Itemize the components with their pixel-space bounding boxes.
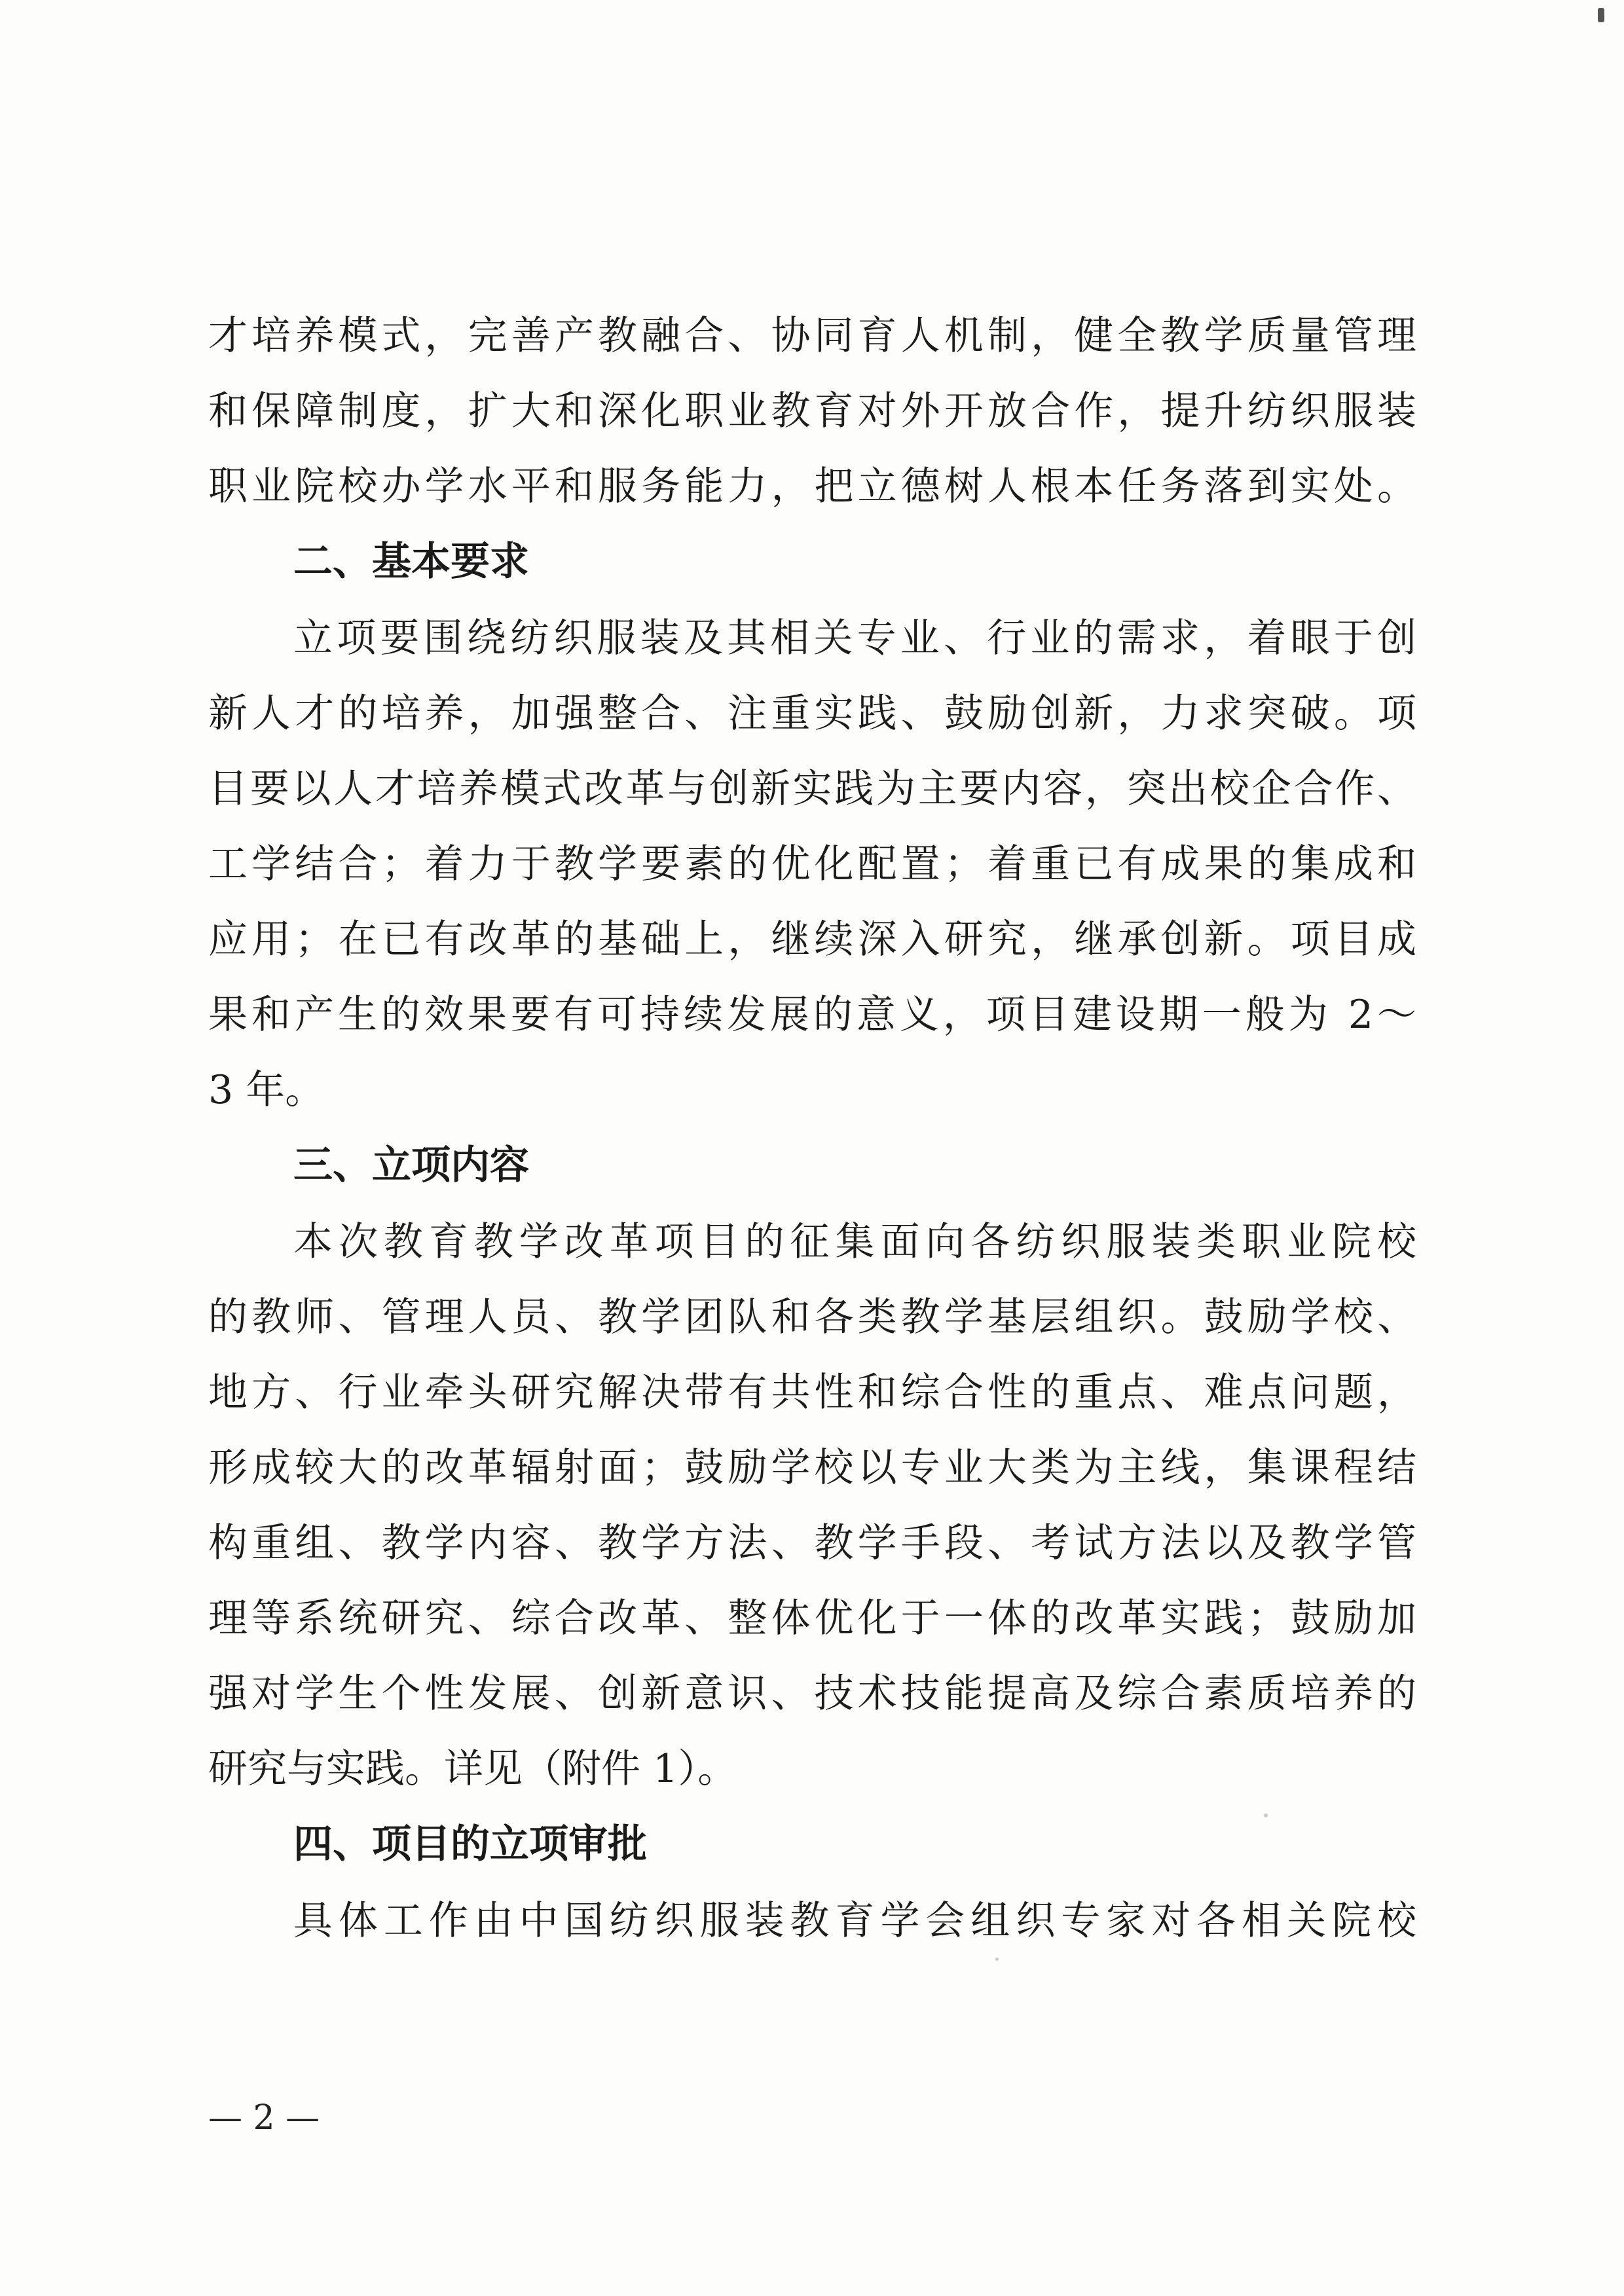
text-line: 目要以人才培养模式改革与创新实践为主要内容，突出校企合作、 [208,766,1416,812]
section-heading-2: 二、基本要求 [293,539,529,585]
text-line: 形成较大的改革辐射面；鼓励学校以专业大类为主线，集课程结 [208,1445,1416,1491]
text-line: 构重组、教学内容、教学方法、教学手段、考试方法以及教学管 [208,1520,1416,1566]
text-line: 研究与实践。详见（附件 1）。 [208,1746,737,1792]
text-line: 工学结合；着力于教学要素的优化配置；着重已有成果的集成和 [208,841,1416,887]
text-line: 强对学生个性发展、创新意识、技术技能提高及综合素质培养的 [208,1671,1416,1717]
text-line: 职业院校办学水平和服务能力，把立德树人根本任务落到实处。 [208,464,1416,509]
text-line: 新人才的培养，加强整合、注重实践、鼓励创新，力求突破。项 [208,691,1416,737]
text-line: 3 年。 [208,1067,325,1113]
scan-speck [1264,1813,1268,1817]
text-line: 本次教育教学改革项目的征集面向各纺织服装类职业院校 [293,1219,1416,1265]
section-heading-4: 四、项目的立项审批 [293,1821,647,1867]
text-line: 理等系统研究、综合改革、整体优化于一体的改革实践；鼓励加 [208,1595,1416,1641]
text-line: 果和产生的效果要有可持续发展的意义，项目建设期一般为 2～ [208,992,1416,1038]
scan-mark [1598,8,1604,22]
page-number: — 2 — [208,2098,320,2138]
text-line: 应用；在已有改革的基础上，继续深入研究，继承创新。项目成 [208,917,1416,962]
section-heading-3: 三、立项内容 [293,1142,529,1188]
text-line: 地方、行业牵头研究解决带有共性和综合性的重点、难点问题， [208,1370,1416,1415]
text-line: 的教师、管理人员、教学团队和各类教学基层组织。鼓励学校、 [208,1294,1416,1340]
text-line: 具体工作由中国纺织服装教育学会组织专家对各相关院校 [293,1898,1416,1944]
text-line: 立项要围绕纺织服装及其相关专业、行业的需求，着眼于创 [293,615,1416,661]
scan-speck [995,1958,999,1961]
text-line: 才培养模式，完善产教融合、协同育人机制，健全教学质量管理 [208,313,1416,359]
text-line: 和保障制度，扩大和深化职业教育对外开放合作，提升纺织服装 [208,388,1416,434]
